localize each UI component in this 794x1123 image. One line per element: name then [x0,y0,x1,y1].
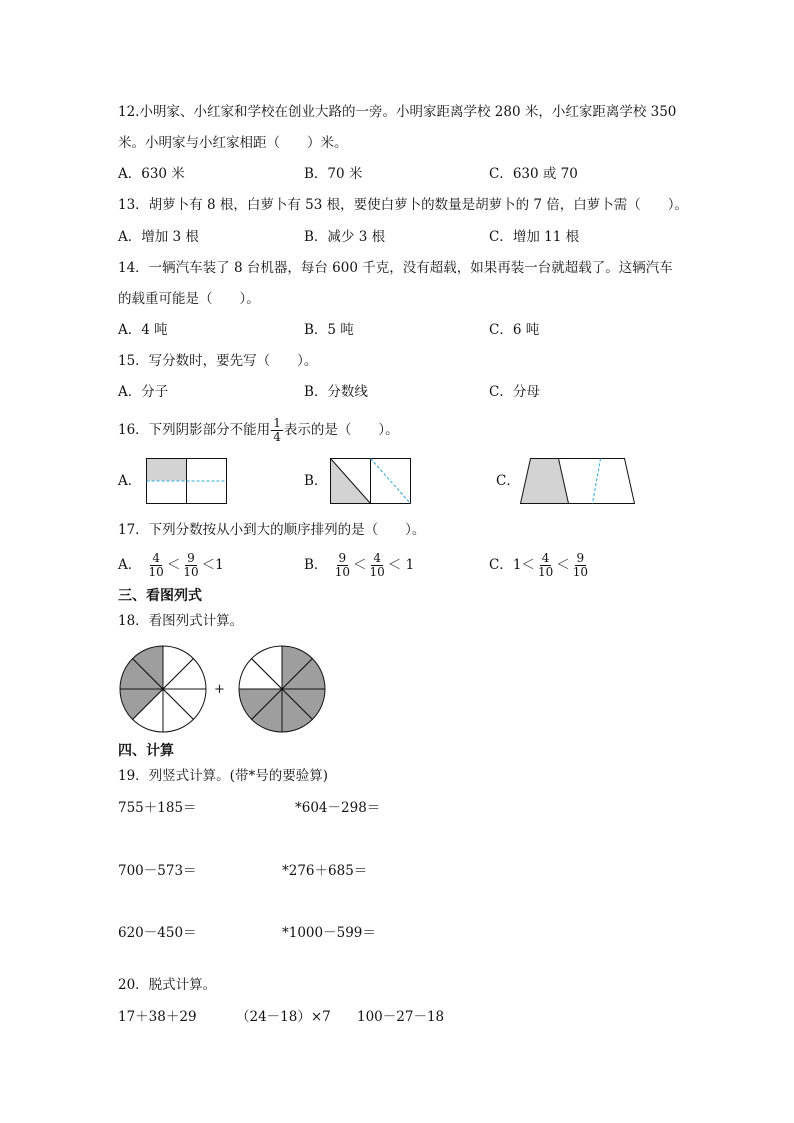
q16-figure-b-dashed-diagonal [371,459,411,504]
q14-option-b[interactable]: B．5 吨 [304,322,354,338]
q12-option-b[interactable]: B．70 米 [304,166,363,182]
q17-b-frac-1 [333,552,352,579]
q17-a-frac-1-num: 4 [152,551,160,565]
q19-expr-4: *276＋685＝ [282,863,368,879]
q17-option-b[interactable] [304,550,414,580]
q20-expr-2: （24－18）×7 [236,1009,331,1025]
q17-a-frac-2 [181,552,200,579]
q17-b-frac-1-num: 9 [338,551,347,565]
q16-option-b-label[interactable]: B． [304,473,328,489]
q18-pie-left [119,645,207,733]
q16-text [118,416,399,444]
q16-option-c-label[interactable]: C． [496,473,520,489]
q17-c-frac-2-den: 10 [572,565,588,579]
q16-figure-c[interactable] [520,458,636,504]
q16-fraction-numerator: 1 [273,416,281,430]
q15-option-b[interactable]: B．分数线 [304,384,368,400]
q17-a-frac-2-num: 9 [187,551,195,565]
q16-figure-c-dashed [593,459,601,504]
q17-a-frac-1 [147,552,166,579]
q16-fraction-denominator: 4 [273,430,281,444]
q17-a-op-1: ＜ [166,557,181,573]
q17-c-frac-2 [571,552,590,579]
q15-option-a[interactable]: A．分子 [118,384,169,400]
q17-c-frac-2-num: 9 [576,551,585,565]
q17-option-c[interactable] [489,550,591,580]
q17-b-frac-2-den: 10 [369,565,385,579]
q17-c-op-1: ＜ [556,557,570,573]
q16-text-after: 表示的是（ ）。 [283,422,399,438]
q17-option-a[interactable] [118,550,224,580]
q17-b-op-2: ＜ 1 [387,557,415,573]
q15-option-c[interactable]: C．分母 [489,384,540,400]
section-4-heading: 四、计算 [118,743,174,759]
q18-plus-sign: + [214,682,225,697]
q19-text: 19．列竖式计算。(带*号的要验算) [118,768,328,784]
q16-figure-c-shade [521,459,569,504]
q13-option-a[interactable]: A．增加 3 根 [118,229,199,245]
q12-text-2: 米。小明家与小红家相距（ ）米。 [118,135,348,151]
q20-expr-3: 100－27－18 [357,1009,445,1025]
q17-text: 17．下列分数按从小到大的顺序排列的是（ ）。 [118,522,426,538]
q13-text: 13．胡萝卜有 8 根，白萝卜有 53 根，要使白萝卜的数量是胡萝卜的 7 倍，白萝卜需（ ）。 [118,197,689,213]
q12-option-a[interactable]: A．630 米 [118,166,185,182]
q16-text-before: 16．下列阴影部分不能用 [118,422,271,438]
q14-text-1: 14．一辆汽车装了 8 台机器，每台 600 千克，没有超载，如果再装一台就超载了。这辆汽车 [118,260,673,276]
q15-text: 15．写分数时，要先写（ ）。 [118,353,318,369]
q12-option-c[interactable]: C．630 或 70 [489,166,578,182]
section-3-heading: 三、看图列式 [118,588,202,604]
q17-b-frac-2 [368,552,387,579]
q20-text: 20．脱式计算。 [118,977,217,993]
q17-b-frac-2-num: 4 [373,551,381,565]
q17-option-c-label: C． [489,557,513,573]
q17-c-pre: 1＜ [512,557,535,573]
q19-expr-5: 620－450＝ [118,925,197,941]
q16-figure-a[interactable] [146,458,228,504]
q14-text-2: 的载重可能是（ ）。 [118,291,260,307]
q14-option-a[interactable]: A．4 吨 [118,322,168,338]
q16-figure-b[interactable] [330,458,412,504]
q17-c-frac-1-num: 4 [541,551,550,565]
q13-option-c[interactable]: C．增加 11 根 [489,229,580,245]
q16-option-a-label[interactable]: A． [118,473,142,489]
q17-c-frac-1 [536,552,555,579]
q17-option-b-label: B． [304,557,328,573]
q12-text-1: 12.小明家、小红家和学校在创业大路的一旁。小明家距离学校 280 米，小红家距离学校 350 [118,104,677,120]
q13-option-b[interactable]: B．减少 3 根 [304,229,386,245]
q16-fraction [271,417,283,444]
q17-a-frac-1-den: 10 [148,565,164,579]
q19-expr-2: *604－298＝ [295,800,381,816]
q17-b-op-1: ＜ [353,557,367,573]
q17-b-frac-1-den: 10 [334,565,350,579]
q14-option-c[interactable]: C．6 吨 [489,322,540,338]
q19-expr-3: 700－573＝ [118,863,197,879]
q18-pie-right [238,645,326,733]
q17-a-frac-2-den: 10 [183,565,199,579]
q17-c-frac-1-den: 10 [537,565,554,579]
q18-text: 18．看图列式计算。 [118,613,244,629]
q19-expr-6: *1000－599＝ [282,925,376,941]
q17-option-a-label: A． [118,557,142,573]
q19-expr-1: 755＋185＝ [118,800,197,816]
q20-expr-1: 17＋38＋29 [118,1009,197,1025]
q17-a-op-2: ＜1 [201,557,224,573]
q16-figure-a-shade [147,459,187,481]
